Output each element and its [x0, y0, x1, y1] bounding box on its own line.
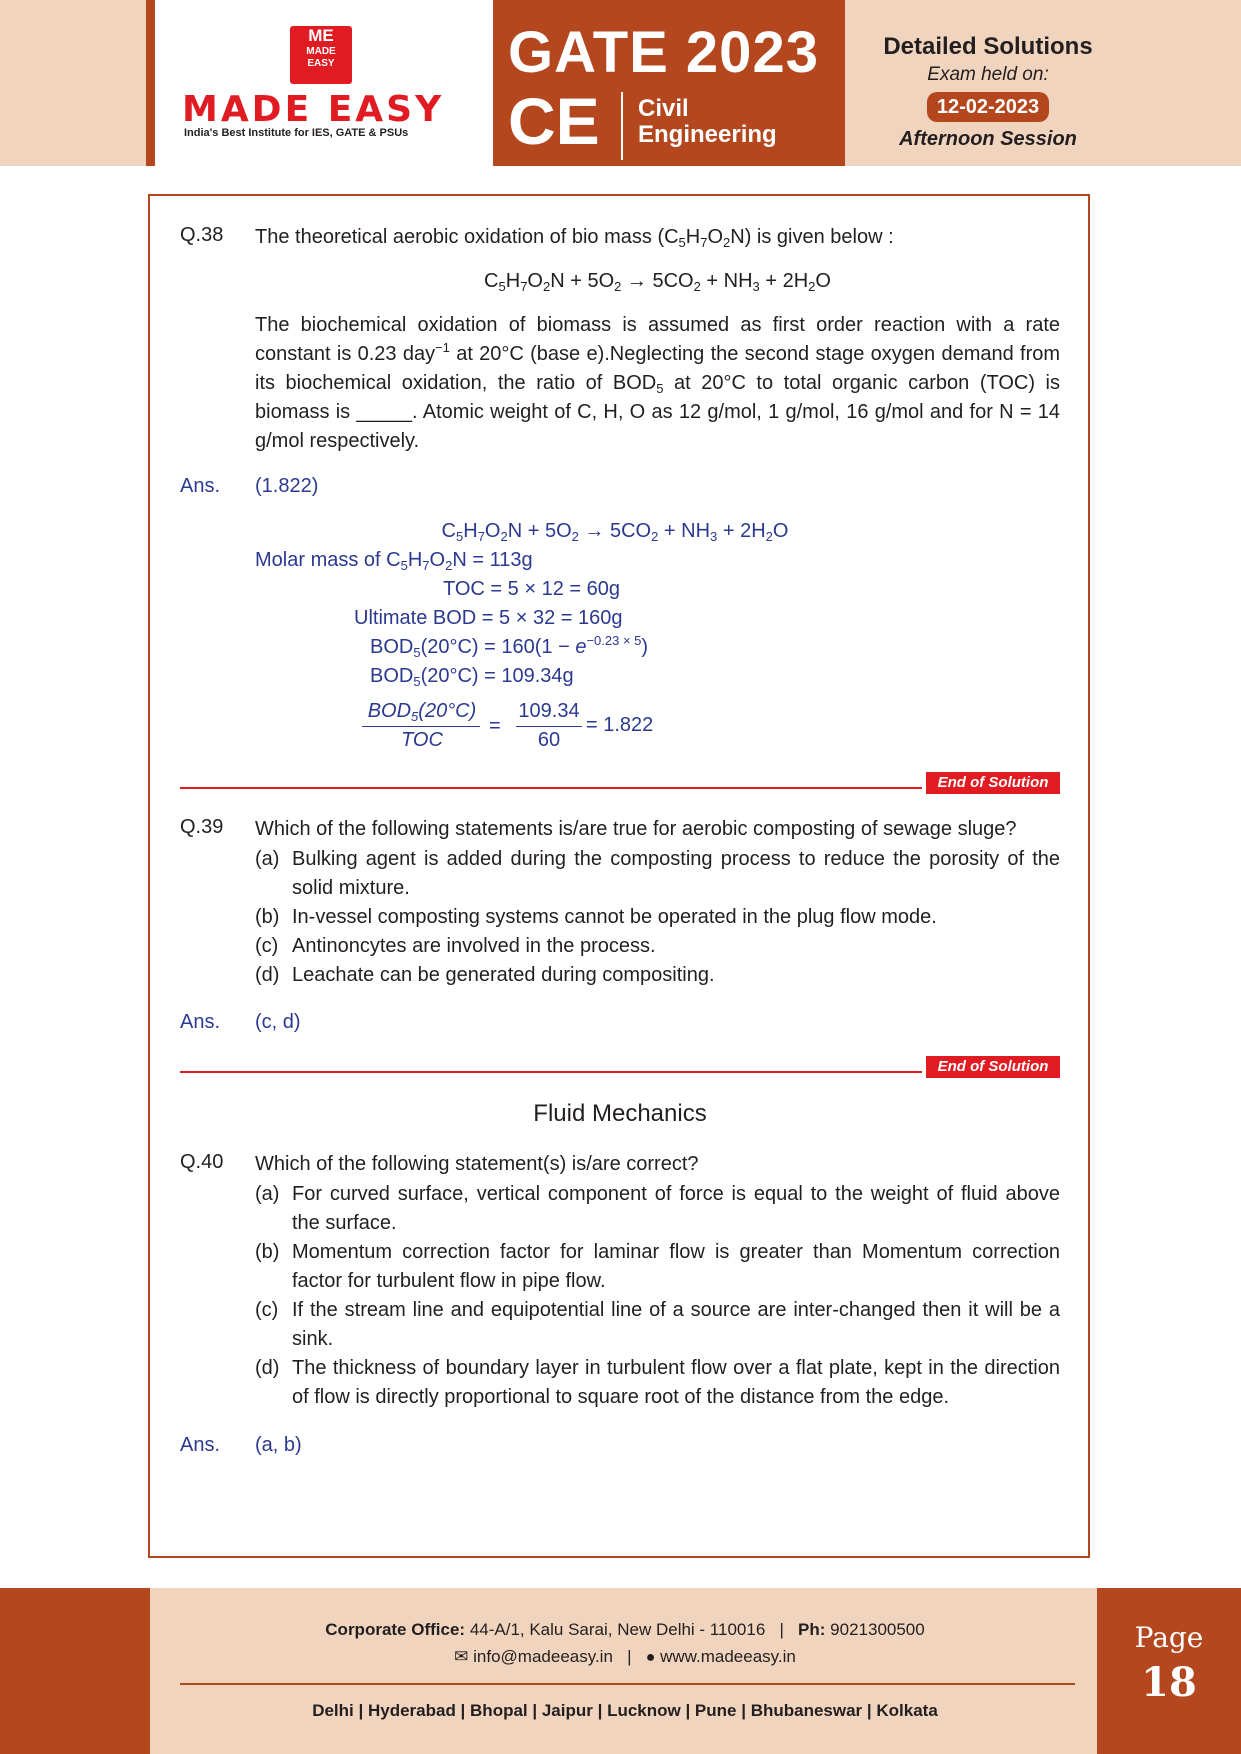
final-result: = 1.822 [586, 714, 654, 736]
question-number: Q.38 [180, 224, 224, 246]
option-item [255, 932, 1060, 961]
reaction-equation: $C_5H_7O_2N + 5O_2 \to 5CO_2 + NH_3 + 2H_2O$ [484, 270, 831, 294]
website-link[interactable]: www.madeeasy.in [660, 1647, 796, 1666]
end-of-solution-badge: End of Solution [926, 1056, 1060, 1078]
exp-e: e [575, 636, 587, 658]
contact-line: ✉ info@madeeasy.in | ● www.madeeasy.in [454, 1647, 796, 1666]
city-list: Delhi | Hyderabad | Bhopal | Jaipur | Lucknow | Pune | Bhubaneswar | Kolkata [312, 1701, 938, 1720]
option-text: The thickness of boundary layer in turbulent flow over a flat plate, kept in the direction of flow is directly proportional to square root of the distance from the edge. [292, 1357, 1060, 1408]
answer-label: Ans. [180, 1434, 221, 1456]
paper-code: CE [508, 84, 600, 158]
toc-line: TOC = 5 × 12 = 60g [443, 578, 620, 600]
answer-value: (c, d) [255, 1011, 301, 1033]
option-label: (b) [255, 906, 280, 928]
question-text: Which of the following statement(s) is/are correct? [255, 1153, 699, 1175]
email-link[interactable]: info@madeeasy.in [473, 1647, 613, 1666]
footer-divider [180, 1683, 1075, 1685]
exp-power: −0.23 × 5 [586, 633, 642, 648]
detailed-solutions-label: Detailed Solutions [883, 33, 1093, 60]
option-text: Momentum correction factor for laminar flow is greater than Momentum correction factor for turbulent flow in pipe flow. [292, 1241, 1060, 1292]
office-label: Corporate Office: [325, 1620, 466, 1639]
logo-mark-line: ME [308, 26, 334, 45]
bod5-result: $BOD_5(20^\circ C) = 109.34g$ [370, 665, 574, 689]
options-list [255, 845, 1060, 990]
option-label: (b) [255, 1241, 280, 1263]
equals-sign: = [489, 715, 501, 737]
option-item [255, 1180, 1060, 1238]
fraction-numerator: $BOD_5(20^\circ C)$ [367, 700, 477, 724]
logo-mark-line: MADE [306, 46, 336, 57]
option-item [255, 845, 1060, 903]
options-list [255, 1180, 1060, 1412]
phone-label: Ph: [798, 1620, 826, 1639]
option-text: For curved surface, vertical component of force is equal to the weight of fluid above the surface. [292, 1183, 1060, 1234]
session-label: Afternoon Session [899, 128, 1077, 150]
solution-divider [180, 1071, 922, 1073]
answer-label: Ans. [180, 475, 221, 497]
mail-icon: ✉ [454, 1647, 469, 1666]
fraction2-denominator: 60 [537, 729, 561, 751]
header-accent-bar [146, 0, 155, 166]
fraction2-numerator: 109.34 [518, 700, 580, 722]
fraction-numerator-value: (20°C) [418, 700, 477, 722]
phone-number: 9021300500 [830, 1620, 925, 1639]
answer-label: Ans. [180, 1011, 221, 1033]
paper-divider [621, 92, 623, 160]
option-item [255, 961, 1060, 990]
footer-band [0, 1588, 1241, 1754]
bod5-expression: (20°C) = 160(1 − [420, 636, 576, 658]
office-address: 44-A/1, Kalu Sarai, New Delhi - 110016 [469, 1620, 766, 1639]
page-label: Page [1134, 1621, 1204, 1654]
globe-icon: ● [645, 1649, 656, 1666]
ultimate-bod-line: Ultimate BOD = 5 × 32 = 160g [354, 607, 623, 629]
option-text: Antinoncytes are involved in the process. [292, 935, 656, 957]
option-item [255, 903, 1060, 932]
option-item [255, 1238, 1060, 1296]
question-text: Which of the following statements is/are true for aerobic composting of sewage sluge? [255, 818, 1017, 840]
exam-info [845, 32, 1131, 154]
option-item [255, 1296, 1060, 1354]
option-text: Leachate can be generated during compositing. [292, 964, 715, 986]
exam-title: GATE 2023 [508, 20, 819, 85]
section-heading: Fluid Mechanics [533, 1100, 707, 1127]
paper-name [638, 96, 777, 148]
paper-name-line1: Civil [638, 95, 689, 122]
molar-mass-value: = 113g [466, 549, 533, 571]
option-label: (c) [255, 935, 279, 957]
bod5-equation: $BOD_5(20^\circ C) = 160(1 - e^{-0.23 \times 5})$ [370, 633, 649, 660]
fraction-denominator: TOC [401, 729, 443, 751]
question-number: Q.40 [180, 1151, 224, 1173]
option-text: In-vessel composting systems cannot be operated in the plug flow mode. [292, 906, 937, 928]
brand-name: MADE EASY [182, 89, 445, 130]
option-label: (d) [255, 1357, 280, 1379]
option-text: Bulking agent is added during the composting process to reduce the porosity of the solid mixture. [292, 848, 1060, 899]
page-number: 18 [1141, 1659, 1197, 1706]
question-body: The biochemical oxidation of biomass is assumed as first order reaction with a rate constant is 0.23 day$^{-1}$ at 20°C (base e).Neglecting the second stage oxygen demand from its biochemical oxidation, the ratio of $BOD_5$ at 20°C to total organic carbon (TOC) is biomass is _____. Atomic weight of C, H, O as 12 g/mol, 1 g/mol, 16 g/mol and for N = 14 g/mol respectively. [255, 314, 1061, 452]
option-item [255, 1354, 1060, 1412]
exam-held-label: Exam held on: [927, 64, 1049, 85]
solution-equation: $C_5H_7O_2N + 5O_2 \to 5CO_2 + NH_3 + 2H_2O$ [441, 520, 789, 544]
exam-date-badge: 12-02-2023 [927, 92, 1049, 122]
molar-mass-line: Molar mass of $C_5H_7O_2N = 113g$ [255, 549, 533, 573]
molar-mass-label: Molar mass of [255, 549, 387, 571]
logo-mark-line: EASY [307, 58, 335, 69]
question-text: The theoretical aerobic oxidation of bio mass $(C_5H_7O_2N)$ is given below : [255, 226, 894, 250]
answer-value: (1.822) [255, 475, 319, 497]
bod5-result-value: (20°C) = 109.34g [420, 665, 574, 687]
paper-name-line2: Engineering [638, 121, 777, 148]
brand-tagline: India's Best Institute for IES, GATE & PSUs [184, 127, 409, 139]
option-label: (d) [255, 964, 280, 986]
solution-divider [180, 787, 922, 789]
footer-left-panel [0, 1588, 150, 1754]
made-easy-logo-icon [290, 26, 352, 84]
end-of-solution-badge: End of Solution [926, 772, 1060, 794]
option-label: (c) [255, 1299, 279, 1321]
answer-value: (a, b) [255, 1434, 302, 1456]
corporate-office-line: Corporate Office: 44-A/1, Kalu Sarai, New Delhi - 110016 | Ph: 9021300500 [325, 1620, 925, 1639]
question-number: Q.39 [180, 816, 224, 838]
option-label: (a) [255, 1183, 280, 1205]
option-label: (a) [255, 848, 280, 870]
option-text: If the stream line and equipotential line of a source are inter-changed then it will be a sink. [292, 1299, 1060, 1350]
